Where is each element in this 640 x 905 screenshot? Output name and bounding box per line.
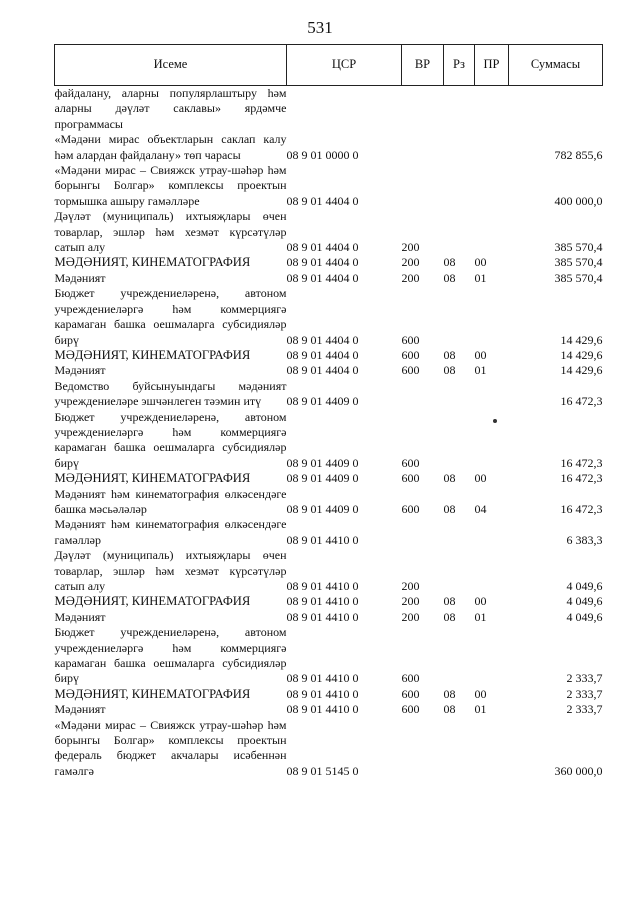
header-name: Исеме — [55, 45, 287, 86]
cell-csr: 08 9 01 4404 0 — [286, 270, 359, 285]
cell-pr: 01 — [474, 702, 487, 717]
table-row — [55, 348, 603, 363]
cell-pr — [475, 548, 509, 594]
cell-pr — [475, 286, 509, 348]
cell-vr: 200 — [401, 270, 420, 285]
cell-rz: 08 — [443, 255, 456, 270]
cell-vr: 600 — [401, 686, 420, 701]
cell-vr — [402, 132, 444, 163]
cell-name: Бюджет учреждениеләренә, автоном учреждениеләргә һәм коммерциягә карамаган башка оешмаларга субсидияләр бирү — [54, 286, 287, 347]
cell-name: МӘДӘНИЯТ, КИНЕМАТОГРАФИЯ — [54, 255, 251, 270]
cell-sum: 4 049,6 — [566, 594, 603, 609]
cell-vr — [402, 379, 444, 410]
cell-vr: 200 — [401, 579, 420, 593]
table-row — [55, 271, 603, 286]
cell-sum: 2 333,7 — [566, 702, 603, 717]
table-row — [55, 132, 603, 163]
header-vr: ВР — [402, 45, 444, 86]
table-row — [55, 86, 603, 133]
table-row — [55, 487, 603, 518]
table-row — [55, 363, 603, 378]
cell-csr: 08 9 01 4410 0 — [286, 579, 359, 593]
cell-vr: 200 — [401, 240, 420, 255]
cell-csr: 08 9 01 4409 0 — [286, 394, 359, 409]
cell-vr — [402, 86, 444, 133]
cell-pr — [475, 718, 509, 780]
cell-vr: 200 — [401, 255, 420, 270]
cell-rz: 08 — [443, 609, 456, 624]
table-row — [55, 718, 603, 780]
cell-sum: 385 570,4 — [554, 255, 603, 270]
cell-vr — [402, 517, 444, 548]
cell-csr: 08 9 01 4404 0 — [286, 332, 359, 347]
table-row — [55, 517, 603, 548]
cell-name: МӘДӘНИЯТ, КИНЕМАТОГРАФИЯ — [54, 471, 251, 486]
table-row — [55, 625, 603, 687]
cell-name: Мәдәният — [54, 270, 106, 285]
cell-pr — [475, 625, 509, 687]
cell-pr — [475, 410, 509, 472]
cell-pr: 01 — [474, 363, 487, 378]
table-row — [55, 610, 603, 625]
cell-sum: 4 049,6 — [566, 579, 603, 593]
table-row — [55, 163, 603, 209]
cell-sum: 2 333,7 — [566, 671, 603, 686]
cell-sum: 16 472,3 — [560, 501, 603, 516]
cell-sum: 6 383,3 — [566, 532, 603, 547]
cell-sum: 14 429,6 — [560, 332, 603, 347]
cell-name: Мәдәният — [54, 363, 106, 378]
table-row — [55, 286, 603, 348]
cell-name: Мәдәният — [54, 609, 106, 624]
cell-csr: 08 9 01 4409 0 — [286, 501, 359, 516]
cell-name: Мәдәният һәм кинематография өлкәсендәге гамәлләр — [54, 517, 287, 547]
cell-csr: 08 9 01 0000 0 — [286, 147, 359, 162]
cell-csr: 08 9 01 4404 0 — [286, 347, 359, 362]
cell-rz: 08 — [443, 702, 456, 717]
cell-vr: 200 — [401, 609, 420, 624]
cell-name: МӘДӘНИЯТ, КИНЕМАТОГРАФИЯ — [54, 686, 251, 701]
cell-name: Мәдәният — [54, 702, 106, 717]
cell-csr: 08 9 01 4404 0 — [286, 363, 359, 378]
cell-vr: 600 — [401, 671, 420, 686]
cell-csr: 08 9 01 4410 0 — [286, 594, 359, 609]
table-header-row — [55, 45, 603, 86]
cell-csr: 08 9 01 4410 0 — [286, 702, 359, 717]
cell-sum: 16 472,3 — [560, 455, 603, 470]
cell-pr: 00 — [474, 686, 487, 701]
page-number: 531 — [307, 18, 333, 37]
cell-pr — [475, 379, 509, 410]
cell-sum: 14 429,6 — [560, 363, 603, 378]
table-row — [55, 548, 603, 594]
cell-sum: 385 570,4 — [554, 240, 603, 255]
cell-vr — [402, 718, 444, 780]
cell-name: «Мәдәни мирас – Свияжск утрау-шәһәр һәм борынгы Болгар» комплексы проектын тормышка ашыру гамәлләре — [54, 163, 287, 208]
cell-csr: 08 9 01 4404 0 — [286, 193, 359, 208]
cell-sum — [509, 86, 603, 133]
cell-name: файдалану, аларны популярлаштыру һәм аларны дәүләт саклавы» ярдәмче программасы — [54, 86, 287, 131]
cell-vr: 600 — [401, 501, 420, 516]
cell-rz: 08 — [443, 501, 456, 516]
cell-csr — [287, 86, 402, 133]
cell-sum: 4 049,6 — [566, 609, 603, 624]
cell-name: Бюджет учреждениеләренә, автоном учреждениеләргә һәм коммерциягә карамаган башка оешмаларга субсидияләр бирү — [54, 409, 287, 470]
cell-pr — [475, 209, 509, 255]
cell-rz: 08 — [443, 363, 456, 378]
header-csr: ЦСР — [287, 45, 402, 86]
cell-sum: 385 570,4 — [554, 270, 603, 285]
cell-rz — [444, 625, 475, 687]
cell-sum: 16 472,3 — [560, 394, 603, 409]
cell-rz — [444, 286, 475, 348]
header-sum: Суммасы — [509, 45, 603, 86]
cell-name: «Мәдәни мирас – Свияжск утрау-шәһәр һәм борынгы Болгар» комплексы проектын федераль бюджет акчалары исәбеннән гамәлгә — [54, 717, 287, 778]
cell-pr — [475, 132, 509, 163]
cell-name: МӘДӘНИЯТ, КИНЕМАТОГРАФИЯ — [54, 347, 251, 362]
cell-pr: 04 — [474, 501, 487, 516]
cell-pr — [475, 517, 509, 548]
cell-csr: 08 9 01 4410 0 — [286, 671, 359, 686]
cell-vr: 600 — [401, 702, 420, 717]
cell-rz — [444, 517, 475, 548]
cell-csr: 08 9 01 4404 0 — [286, 240, 359, 255]
cell-sum: 782 855,6 — [554, 147, 603, 162]
table-row — [55, 255, 603, 270]
cell-name: Ведомство буйсынуындагы мәдәният учреждениеләре эшчәнлеген тәэмин итү — [54, 378, 287, 409]
cell-rz — [444, 718, 475, 780]
cell-name: Дәүләт (муниципаль) ихтыяҗлары өчен товарлар, эшләр һәм хезмәт күрсәтүләр сатып алу — [54, 209, 287, 255]
cell-rz — [444, 379, 475, 410]
cell-pr: 00 — [474, 347, 487, 362]
cell-vr: 200 — [401, 594, 420, 609]
cell-vr: 600 — [401, 363, 420, 378]
header-rz: Рз — [444, 45, 475, 86]
table-row — [55, 687, 603, 702]
cell-rz: 08 — [443, 686, 456, 701]
table-row — [55, 702, 603, 717]
cell-sum: 2 333,7 — [566, 686, 603, 701]
table-row — [55, 209, 603, 255]
header-pr: ПР — [475, 45, 509, 86]
cell-sum: 14 429,6 — [560, 347, 603, 362]
table-row — [55, 379, 603, 410]
cell-csr: 08 9 01 4404 0 — [286, 255, 359, 270]
cell-vr — [402, 163, 444, 209]
cell-csr: 08 9 01 4410 0 — [286, 532, 359, 547]
cell-csr: 08 9 01 4410 0 — [286, 609, 359, 624]
cell-pr: 01 — [474, 609, 487, 624]
table-row — [55, 594, 603, 609]
cell-rz: 08 — [443, 594, 456, 609]
cell-rz: 08 — [443, 471, 456, 486]
cell-csr: 08 9 01 5145 0 — [286, 763, 359, 778]
cell-vr: 600 — [401, 332, 420, 347]
cell-rz — [444, 132, 475, 163]
cell-rz — [444, 209, 475, 255]
budget-table — [54, 44, 603, 779]
table-body — [55, 86, 603, 780]
table-row — [55, 410, 603, 472]
cell-name: Мәдәният һәм кинематография өлкәсендәге башка мәсьәләләр — [54, 486, 287, 516]
cell-name: Дәүләт (муниципаль) ихтыяҗлары өчен товарлар, эшләр һәм хезмәт күрсәтүләр сатып алу — [54, 548, 287, 593]
table-row — [55, 471, 603, 486]
cell-rz — [444, 410, 475, 472]
cell-vr: 600 — [401, 455, 420, 470]
cell-sum: 360 000,0 — [554, 763, 603, 778]
cell-pr: 00 — [474, 471, 487, 486]
cell-pr: 00 — [474, 594, 487, 609]
cell-pr: 01 — [474, 270, 487, 285]
cell-csr: 08 9 01 4410 0 — [286, 686, 359, 701]
cell-rz — [444, 163, 475, 209]
cell-sum: 400 000,0 — [554, 193, 603, 208]
cell-name: «Мәдәни мирас объектларын саклап калу һәм алардан файдалану» төп чарасы — [54, 132, 287, 162]
cell-pr — [475, 163, 509, 209]
cell-rz: 08 — [443, 270, 456, 285]
scan-speck — [493, 419, 497, 423]
cell-csr: 08 9 01 4409 0 — [286, 471, 359, 486]
cell-vr: 600 — [401, 471, 420, 486]
cell-rz — [444, 86, 475, 133]
cell-pr: 00 — [474, 255, 487, 270]
cell-name: Бюджет учреждениеләренә, автоном учреждениеләргә һәм коммерциягә карамаган башка оешмаларга субсидияләр бирү — [54, 625, 287, 686]
cell-rz: 08 — [443, 347, 456, 362]
cell-pr — [475, 86, 509, 133]
cell-vr: 600 — [401, 347, 420, 362]
cell-rz — [444, 548, 475, 594]
cell-name: МӘДӘНИЯТ, КИНЕМАТОГРАФИЯ — [54, 594, 251, 609]
cell-sum: 16 472,3 — [560, 471, 603, 486]
cell-csr: 08 9 01 4409 0 — [286, 455, 359, 470]
